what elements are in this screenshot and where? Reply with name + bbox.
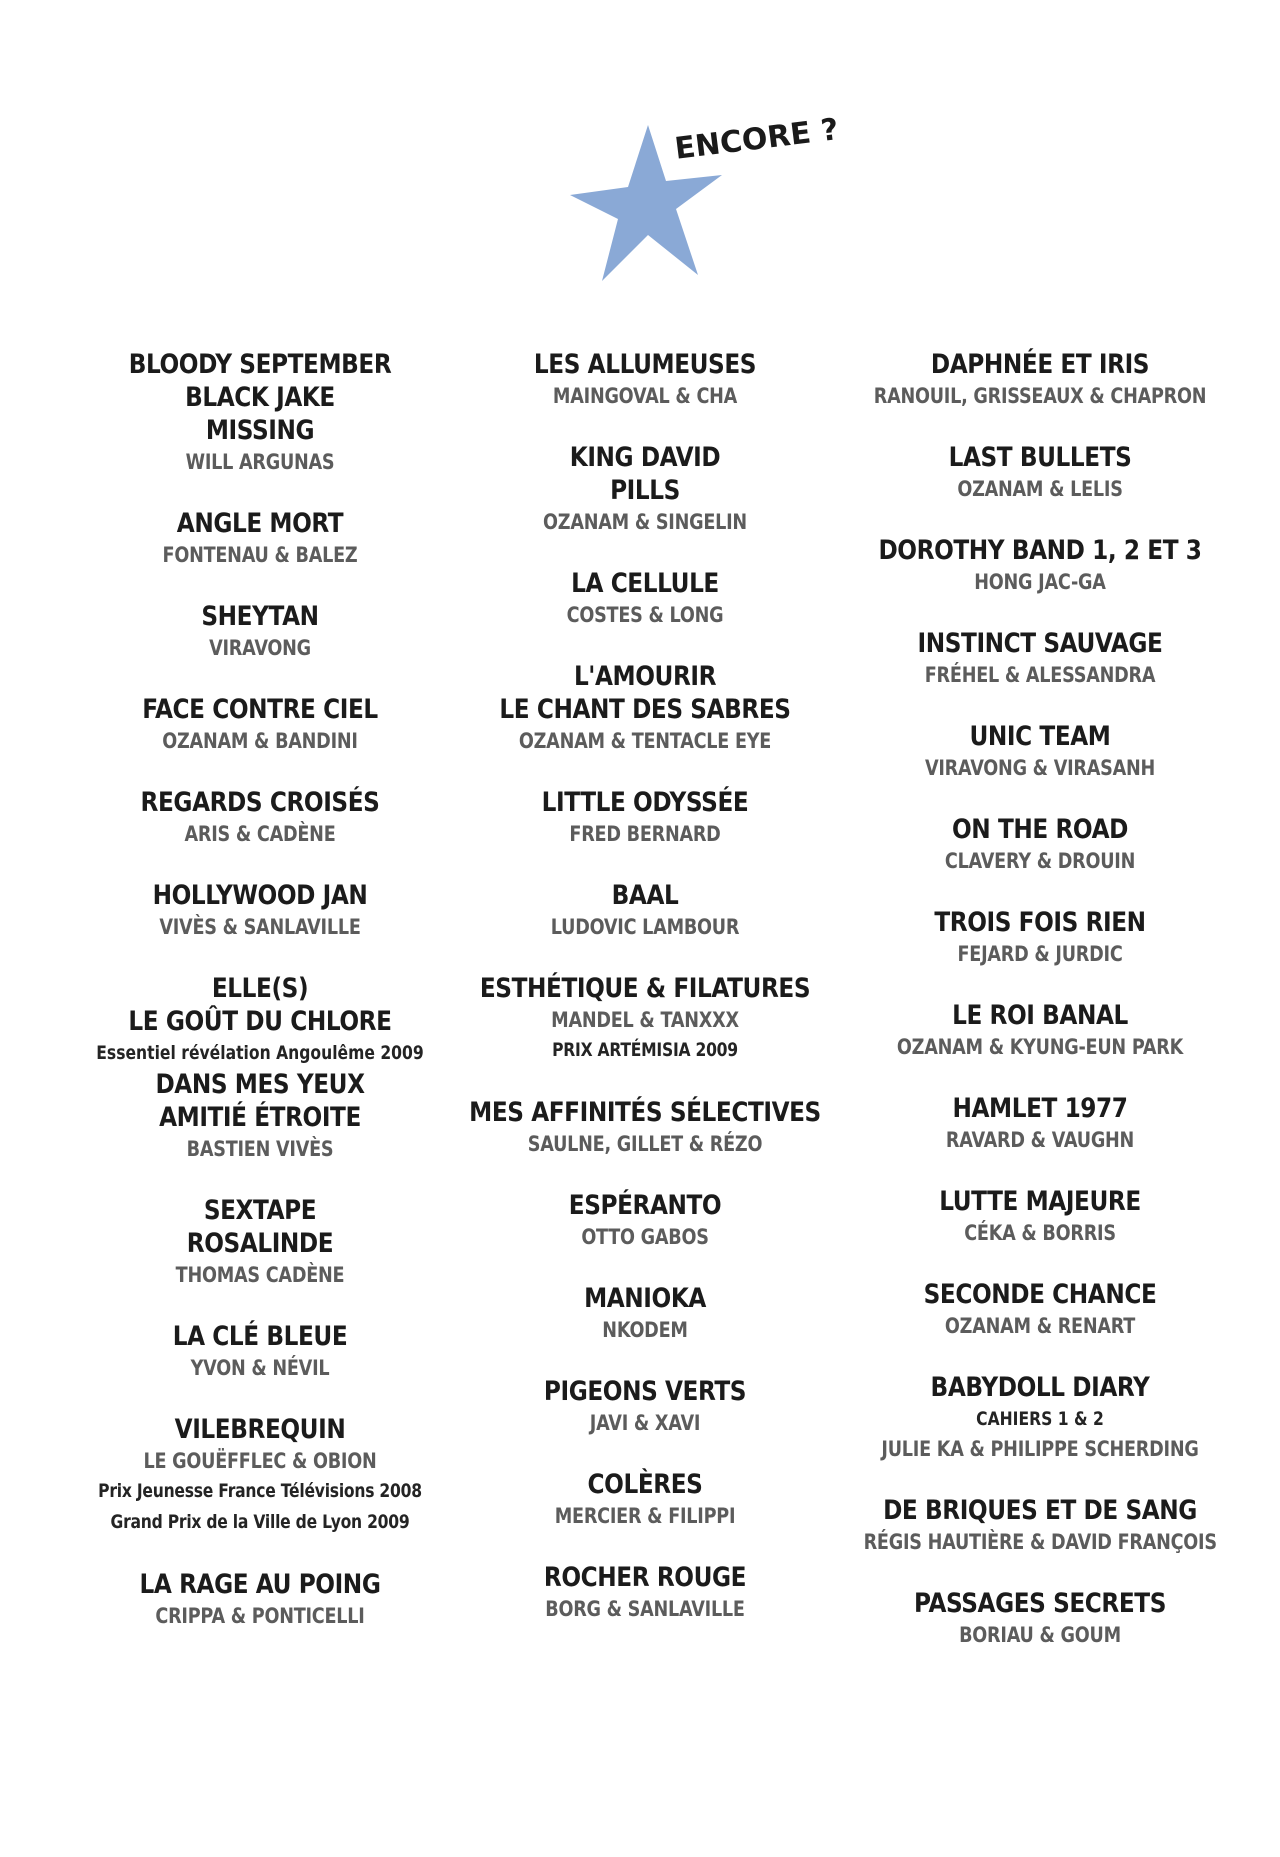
book-title: BAAL xyxy=(611,880,679,911)
book-title: KING DAVID xyxy=(569,442,721,473)
book-author: VIRAVONG xyxy=(209,636,311,660)
book-author: FEJARD & JURDIC xyxy=(957,942,1123,966)
book-title: TROIS FOIS RIEN xyxy=(934,907,1146,938)
book-entry xyxy=(435,1096,855,1159)
book-author: OZANAM & TENTACLE EYE xyxy=(518,729,772,753)
book-author: FONTENAU & BALEZ xyxy=(162,543,358,567)
book-title: LA CLÉ BLEUE xyxy=(172,1321,348,1352)
book-title: ROCHER ROUGE xyxy=(543,1562,747,1593)
book-author: YVON & NÉVIL xyxy=(190,1356,330,1380)
book-author: OZANAM & SINGELIN xyxy=(543,510,747,534)
page-header xyxy=(560,110,860,290)
book-title: BLOODY SEPTEMBER xyxy=(128,349,392,380)
book-title: BABYDOLL DIARY xyxy=(930,1372,1150,1403)
book-author: BORIAU & GOUM xyxy=(959,1623,1121,1647)
book-title: LE GOÛT DU CHLORE xyxy=(128,1006,392,1037)
book-entry xyxy=(830,1371,1250,1464)
book-author: JULIE KA & PHILIPPE SCHERDING xyxy=(881,1437,1199,1461)
book-entry xyxy=(830,1494,1250,1557)
book-entry xyxy=(830,441,1250,504)
book-title: SECONDE CHANCE xyxy=(923,1279,1157,1310)
book-title: MES AFFINITÉS SÉLECTIVES xyxy=(469,1097,821,1128)
book-author: COSTES & LONG xyxy=(566,603,724,627)
book-title: ANGLE MORT xyxy=(176,508,344,539)
book-author: RÉGIS HAUTIÈRE & DAVID FRANÇOIS xyxy=(863,1530,1217,1554)
book-title: BLACK JAKE xyxy=(185,382,335,413)
book-entry xyxy=(830,720,1250,783)
book-entry xyxy=(435,1189,855,1252)
book-title: SHEYTAN xyxy=(201,601,319,632)
book-author: BORG & SANLAVILLE xyxy=(545,1597,745,1621)
book-entry xyxy=(435,879,855,942)
book-title: LAST BULLETS xyxy=(948,442,1132,473)
award-note: Prix Jeunesse France Télévisions 2008 xyxy=(98,1480,422,1502)
book-author: FRED BERNARD xyxy=(569,822,721,846)
book-author: OZANAM & RENART xyxy=(944,1314,1136,1338)
book-title: DOROTHY BAND 1, 2 ET 3 xyxy=(878,535,1202,566)
book-author: WILL ARGUNAS xyxy=(185,450,335,474)
book-entry xyxy=(50,600,470,663)
book-author: LE GOUËFFLEC & OBION xyxy=(143,1449,377,1473)
book-author: CRIPPA & PONTICELLI xyxy=(155,1604,365,1628)
header-label: ENCORE ? xyxy=(672,112,841,167)
book-entry xyxy=(435,1375,855,1438)
book-author: MERCIER & FILIPPI xyxy=(554,1504,736,1528)
book-entry xyxy=(50,1320,470,1383)
book-entry xyxy=(830,1185,1250,1248)
book-entry xyxy=(830,999,1250,1062)
book-title: SEXTAPE xyxy=(203,1195,317,1226)
book-title: REGARDS CROISÉS xyxy=(140,787,380,818)
book-entry xyxy=(435,660,855,756)
book-title: PIGEONS VERTS xyxy=(543,1376,747,1407)
book-author: VIRAVONG & VIRASANH xyxy=(924,756,1156,780)
book-author: OZANAM & BANDINI xyxy=(162,729,358,753)
book-entry xyxy=(830,627,1250,690)
book-title: MANIOKA xyxy=(584,1283,706,1314)
book-title: MISSING xyxy=(205,415,315,446)
book-title: UNIC TEAM xyxy=(969,721,1111,752)
book-author: VIVÈS & SANLAVILLE xyxy=(159,915,361,939)
book-entry xyxy=(830,348,1250,411)
award-note: Grand Prix de la Ville de Lyon 2009 xyxy=(110,1511,410,1533)
book-author: FRÉHEL & ALESSANDRA xyxy=(924,663,1156,687)
book-title: ESPÉRANTO xyxy=(568,1190,722,1221)
book-title: HOLLYWOOD JAN xyxy=(152,880,368,911)
book-title: FACE CONTRE CIEL xyxy=(142,694,378,725)
book-author: HONG JAC-GA xyxy=(974,570,1106,594)
book-author: OZANAM & KYUNG-EUN PARK xyxy=(896,1035,1184,1059)
book-title: AMITIÉ ÉTROITE xyxy=(159,1102,361,1133)
book-title: DE BRIQUES ET DE SANG xyxy=(883,1495,1197,1526)
book-author: CÉKA & BORRIS xyxy=(964,1221,1116,1245)
book-title: COLÈRES xyxy=(587,1469,703,1500)
book-entry xyxy=(50,348,470,477)
catalog-column-2 xyxy=(435,348,855,1654)
book-entry xyxy=(435,1468,855,1531)
book-title: L'AMOURIR xyxy=(573,661,717,692)
book-entry xyxy=(50,693,470,756)
book-author: THOMAS CADÈNE xyxy=(175,1263,345,1287)
book-author: OTTO GABOS xyxy=(581,1225,709,1249)
book-entry xyxy=(435,348,855,411)
book-entry xyxy=(435,441,855,537)
book-title: DAPHNÉE ET IRIS xyxy=(930,349,1150,380)
book-author: SAULNE, GILLET & RÉZO xyxy=(527,1132,763,1156)
book-title: VILEBREQUIN xyxy=(174,1414,346,1445)
book-entry xyxy=(830,1278,1250,1341)
book-title: PILLS xyxy=(610,475,680,506)
book-title: DANS MES YEUX xyxy=(155,1069,365,1100)
book-author: LUDOVIC LAMBOUR xyxy=(550,915,740,939)
book-entry xyxy=(50,879,470,942)
book-entry xyxy=(50,507,470,570)
book-author: ARIS & CADÈNE xyxy=(184,822,336,846)
book-entry xyxy=(50,972,470,1164)
book-author: JAVI & XAVI xyxy=(589,1411,701,1435)
award-note: Essentiel révélation Angoulême 2009 xyxy=(96,1042,424,1064)
book-author: RAVARD & VAUGHN xyxy=(945,1128,1135,1152)
catalog-column-3 xyxy=(830,348,1250,1680)
book-entry xyxy=(830,1092,1250,1155)
book-entry xyxy=(435,567,855,630)
book-author: CLAVERY & DROUIN xyxy=(944,849,1136,873)
book-entry xyxy=(50,1568,470,1631)
book-title: LA CELLULE xyxy=(571,568,719,599)
book-author: MANDEL & TANXXX xyxy=(551,1008,739,1032)
book-entry xyxy=(435,1561,855,1624)
book-title: LUTTE MAJEURE xyxy=(939,1186,1141,1217)
book-title: ON THE ROAD xyxy=(951,814,1128,845)
book-title: PASSAGES SECRETS xyxy=(913,1588,1167,1619)
book-author: MAINGOVAL & CHA xyxy=(552,384,738,408)
book-title: INSTINCT SAUVAGE xyxy=(917,628,1163,659)
book-entry xyxy=(435,972,855,1066)
catalog-column-1 xyxy=(50,348,470,1661)
book-entry xyxy=(830,1587,1250,1650)
book-author: OZANAM & LELIS xyxy=(957,477,1123,501)
book-title: LITTLE ODYSSÉE xyxy=(541,787,749,818)
book-entry xyxy=(830,813,1250,876)
book-entry xyxy=(50,1194,470,1290)
book-title: HAMLET 1977 xyxy=(952,1093,1128,1124)
book-entry xyxy=(50,1413,470,1538)
award-note: PRIX ARTÉMISIA 2009 xyxy=(552,1039,738,1061)
book-entry xyxy=(435,786,855,849)
book-author: NKODEM xyxy=(602,1318,688,1342)
book-title: ELLE(S) xyxy=(211,973,309,1004)
book-title: LE CHANT DES SABRES xyxy=(499,694,791,725)
book-entry xyxy=(830,534,1250,597)
book-title: ROSALINDE xyxy=(186,1228,334,1259)
book-entry xyxy=(830,906,1250,969)
book-title: LA RAGE AU POING xyxy=(139,1569,381,1600)
book-title: ESTHÉTIQUE & FILATURES xyxy=(479,973,811,1004)
book-author: BASTIEN VIVÈS xyxy=(186,1137,334,1161)
book-entry xyxy=(435,1282,855,1345)
book-entry xyxy=(50,786,470,849)
book-author: RANOUIL, GRISSEAUX & CHAPRON xyxy=(873,384,1207,408)
book-title: LES ALLUMEUSES xyxy=(533,349,757,380)
book-title: LE ROI BANAL xyxy=(952,1000,1128,1031)
book-subnote: CAHIERS 1 & 2 xyxy=(976,1408,1104,1430)
